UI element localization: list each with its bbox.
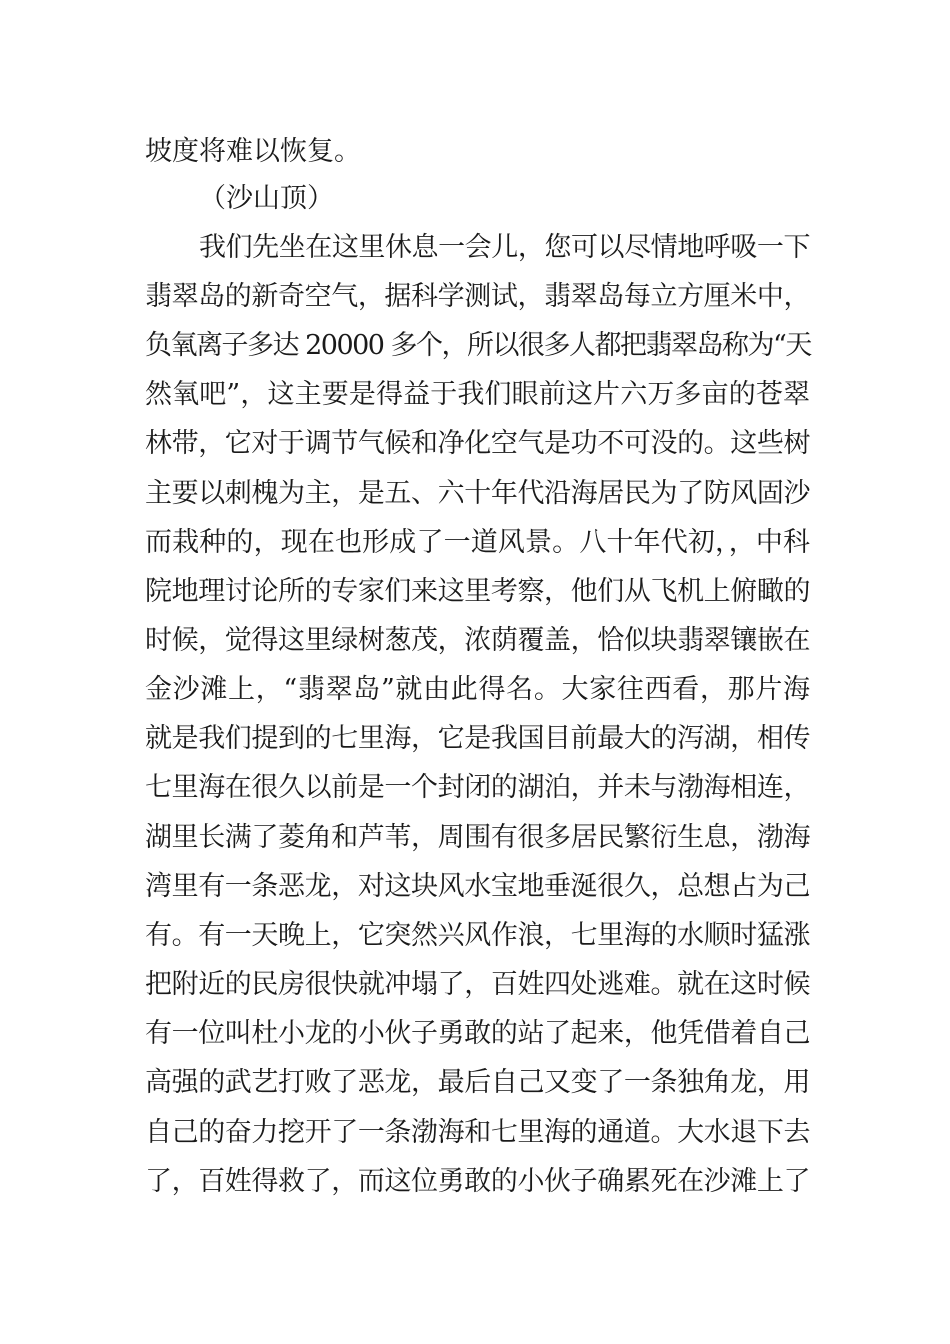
text-line: 七里海在很久以前是一个封闭的湖泊，并未与渤海相连， [145, 772, 810, 803]
text-line: 了，百姓得救了，而这位勇敢的小伙子确累死在沙滩上了 [145, 1166, 810, 1197]
text-line: 有一位叫杜小龙的小伙子勇敢的站了起来，他凭借着自己 [145, 1018, 810, 1049]
section-heading: （沙山顶） [199, 183, 334, 214]
text-line: 时候，觉得这里绿树葱茂，浓荫覆盖，恰似块翡翠镶嵌在 [145, 625, 810, 656]
text-line: 有。有一天晚上，它突然兴风作浪，七里海的水顺时猛涨 [145, 920, 810, 951]
text-line: 负氧离子多达 20000 多个，所以很多人都把翡翠岛称为“天 [145, 330, 811, 361]
text-line: 湾里有一条恶龙，对这块风水宝地垂涎很久，总想占为己 [145, 871, 810, 902]
text-line: 然氧吧”，这主要是得益于我们眼前这片六万多亩的苍翠 [145, 379, 810, 410]
text-line: 主要以刺槐为主，是五、六十年代沿海居民为了防风固沙 [145, 478, 810, 509]
text-line: 院地理讨论所的专家们来这里考察，他们从飞机上俯瞰的 [145, 576, 810, 607]
text-line: 把附近的民房很快就冲塌了，百姓四处逃难。就在这时候 [145, 969, 810, 1000]
text-line: 金沙滩上，“翡翠岛”就由此得名。大家往西看，那片海 [145, 674, 810, 705]
text-line: 高强的武艺打败了恶龙，最后自己又变了一条独角龙，用 [145, 1067, 810, 1098]
text-line: 就是我们提到的七里海，它是我国目前最大的泻湖，相传 [145, 723, 810, 754]
text-line: 湖里长满了菱角和芦苇，周围有很多居民繁衍生息，渤海 [145, 822, 810, 853]
text-line: 而栽种的，现在也形成了一道风景。八十年代初，，中科 [145, 527, 810, 558]
text-line: 坡度将难以恢复。 [145, 136, 361, 167]
text-line: 翡翠岛的新奇空气，据科学测试，翡翠岛每立方厘米中， [145, 281, 810, 312]
text-line: 自己的奋力挖开了一条渤海和七里海的通道。大水退下去 [145, 1117, 810, 1148]
text-line: 我们先坐在这里休息一会儿，您可以尽情地呼吸一下 [199, 232, 810, 263]
text-line: 林带，它对于调节气候和净化空气是功不可没的。这些树 [145, 428, 810, 459]
